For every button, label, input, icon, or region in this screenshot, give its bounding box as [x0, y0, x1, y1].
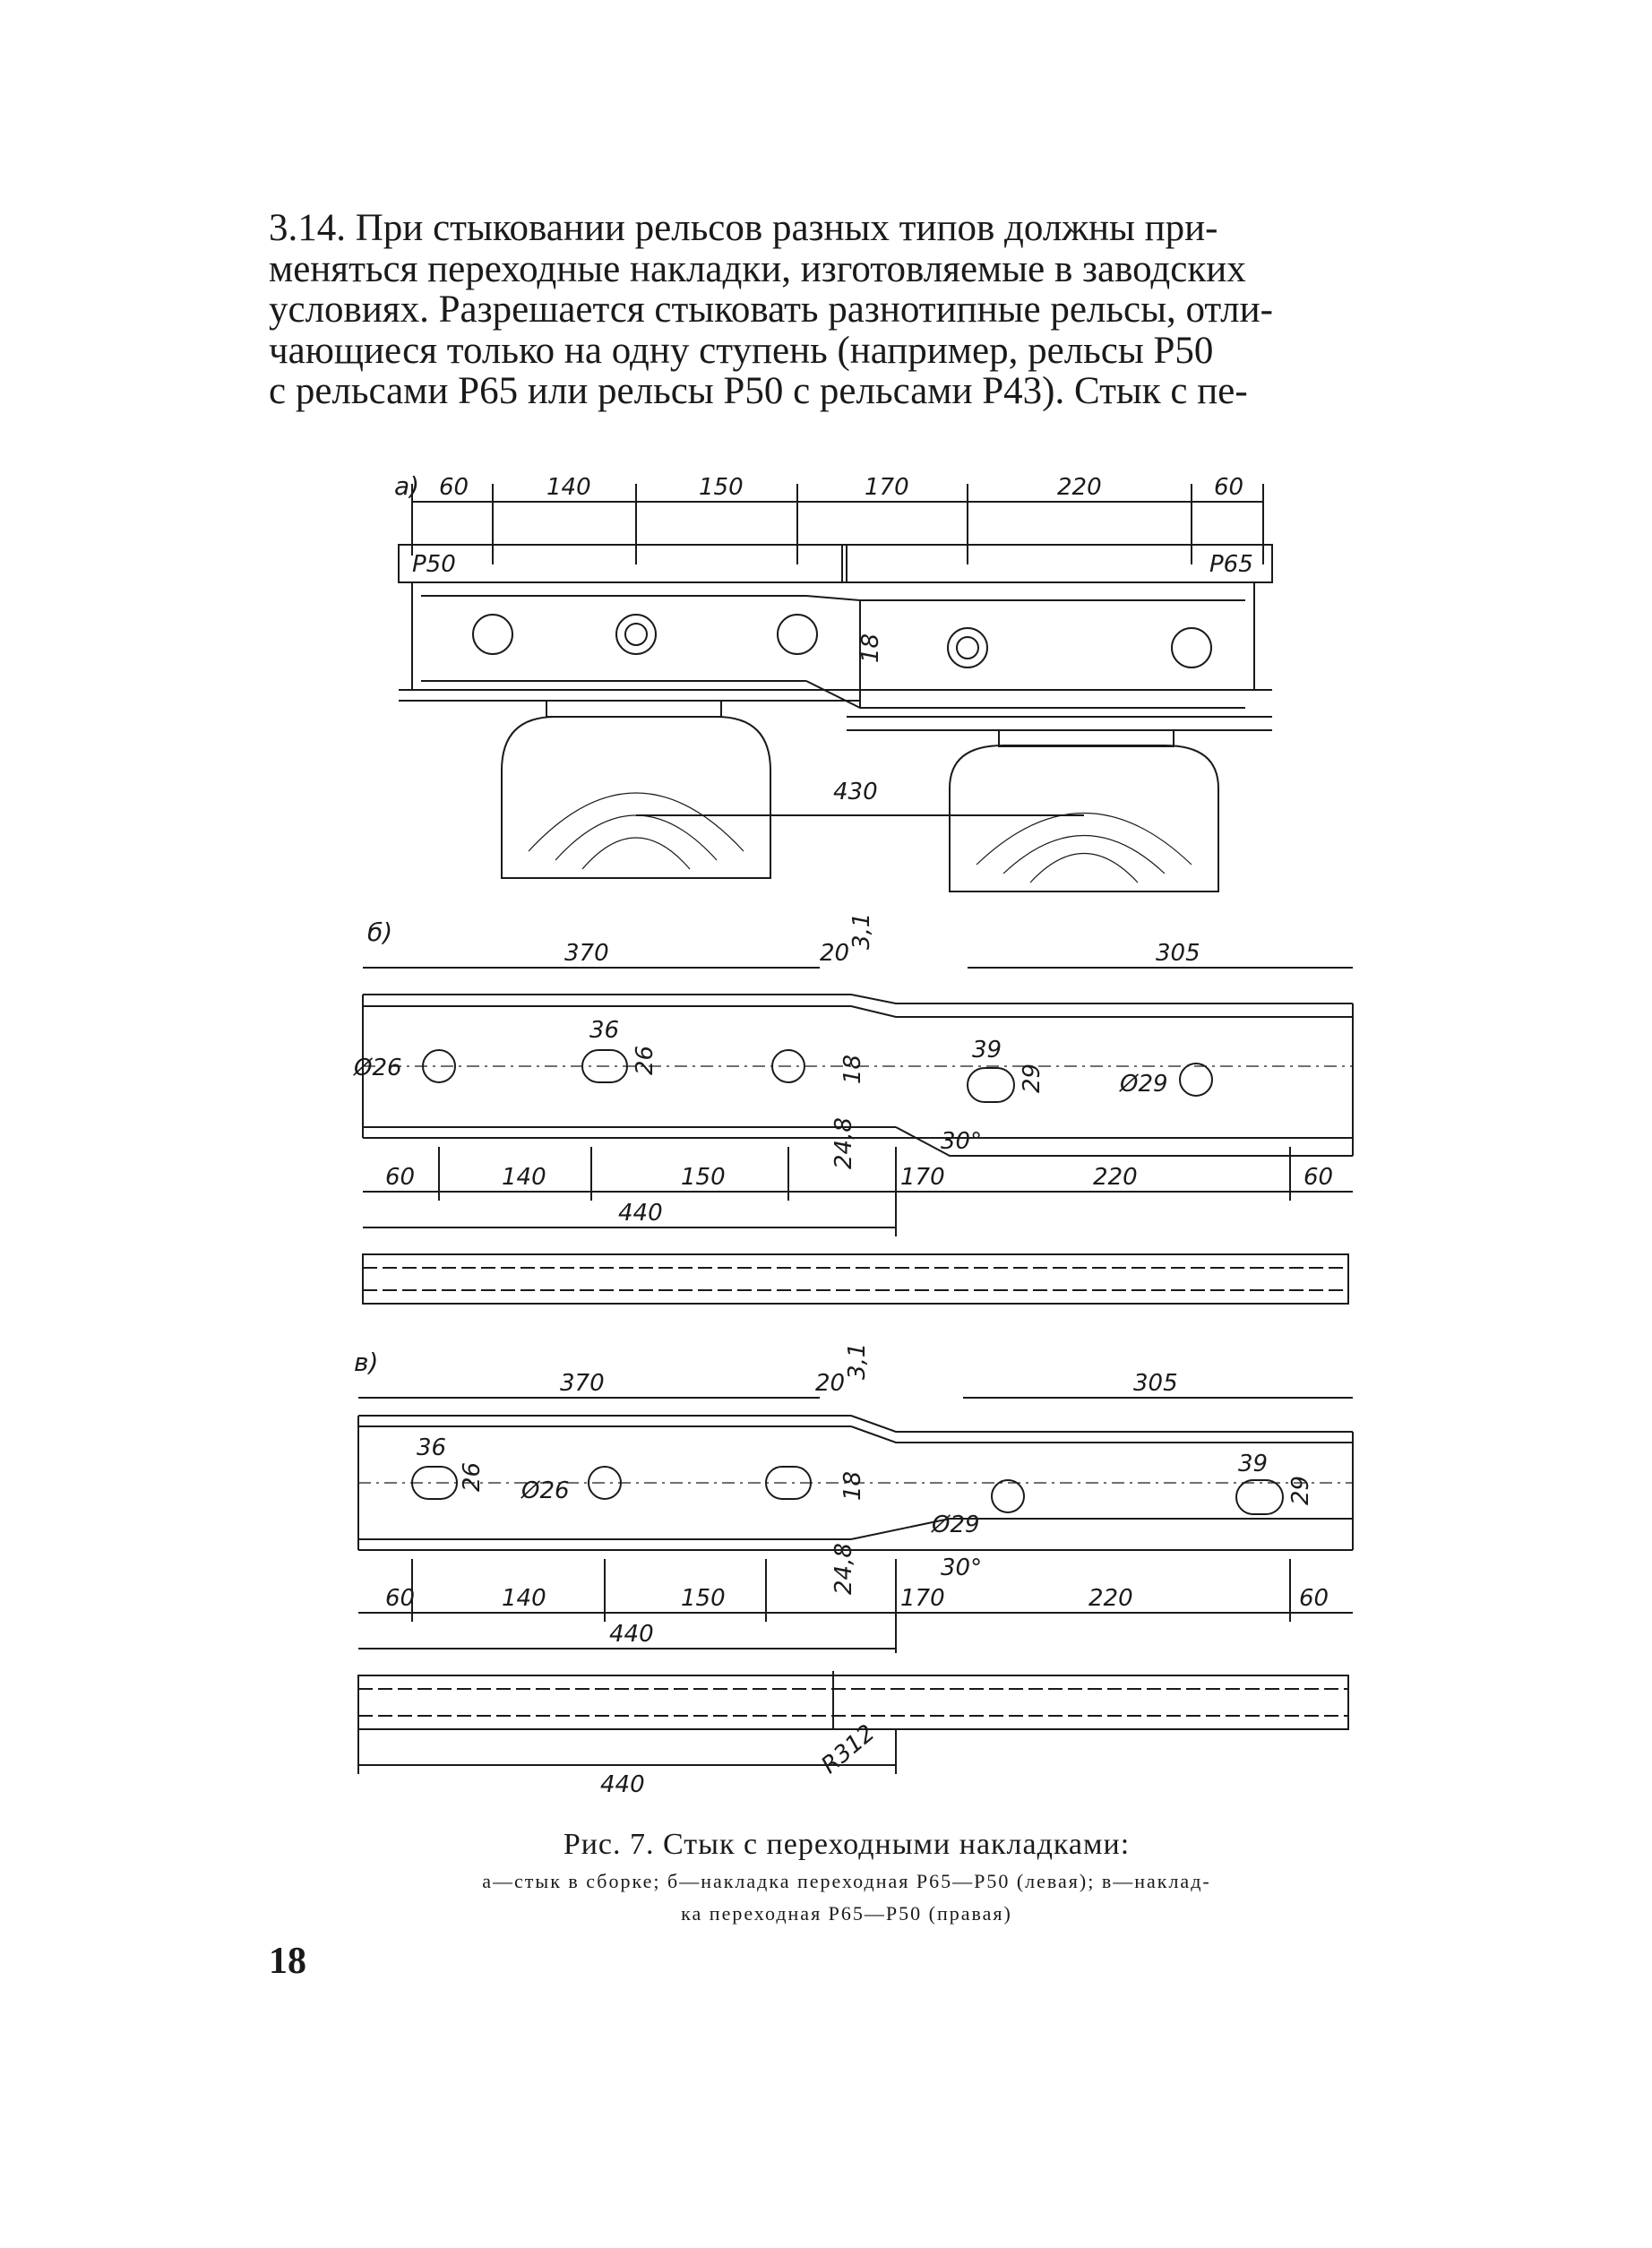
caption-line-1: а—стык в сборке; б—накладка переходная Р65—Р50 (левая); в—наклад-: [482, 1870, 1211, 1892]
dim-a-140: 140: [546, 474, 591, 501]
paragraph-line: с рельсами Р65 или рельсы Р50 с рельсами Р43). Стык с пе-: [269, 370, 1248, 412]
panel-c-label: в): [354, 1348, 379, 1377]
dim-b-440: 440: [618, 1200, 663, 1227]
panel-b: [353, 913, 1353, 1304]
paragraph-line: 3.14. При стыковании рельсов разных типов должны при-: [269, 207, 1218, 249]
dim-a-430: 430: [833, 779, 878, 805]
dim-b-170: 170: [900, 1164, 945, 1191]
dim-b-248: 24,8: [830, 1117, 857, 1169]
bolt-hole: [1172, 628, 1211, 668]
dim-b-305: 305: [1156, 940, 1200, 967]
dim-b-20: 20: [820, 940, 850, 967]
dim-b-39: 39: [972, 1037, 1002, 1064]
paragraph-line: чающиеся только на одну ступень (например, рельсы Р50: [269, 329, 1214, 372]
dim-c-140: 140: [502, 1585, 546, 1612]
caption-line-2: ка переходная Р65—Р50 (правая): [681, 1902, 1012, 1925]
bolt-with-nut: [616, 615, 656, 654]
dim-c-20: 20: [815, 1370, 846, 1397]
dim-c-angle: 30°: [941, 1555, 983, 1581]
dim-a-18: 18: [857, 633, 884, 663]
body-paragraph: [269, 208, 1424, 412]
dim-c-370: 370: [560, 1370, 605, 1397]
figure-caption: [269, 1828, 1424, 1926]
dim-c-18: 18: [839, 1470, 866, 1501]
tie-plate: [546, 701, 721, 717]
sleeper-right: [950, 745, 1218, 891]
dim-b-370: 370: [564, 940, 609, 967]
dim-b-140: 140: [502, 1164, 546, 1191]
dim-c-305: 305: [1133, 1370, 1178, 1397]
rail-r50-head: [399, 545, 847, 582]
dim-a-150: 150: [699, 474, 744, 501]
dim-c-170: 170: [900, 1585, 945, 1612]
dim-c-31: 3,1: [844, 1342, 871, 1380]
bolt-with-nut: [948, 628, 987, 668]
bolt-hole: [473, 615, 512, 654]
dim-c-150: 150: [681, 1585, 726, 1612]
dim-c-440: 440: [609, 1621, 654, 1648]
dim-b-31: 3,1: [848, 912, 875, 950]
panel-a: [394, 471, 1272, 891]
dim-c-29: 29: [1287, 1475, 1314, 1505]
panel-c: [354, 1343, 1353, 1798]
dim-a-60: 60: [439, 474, 469, 501]
dim-c-radius: R312: [816, 1719, 881, 1779]
dim-b-220: 220: [1093, 1164, 1138, 1191]
dim-c-39: 39: [1238, 1451, 1269, 1477]
dim-c-60: 60: [385, 1585, 416, 1612]
plan-view-b: [363, 1254, 1348, 1304]
page-number: 18: [269, 1941, 306, 1982]
tie-plate: [999, 730, 1174, 746]
dim-a-170: 170: [865, 474, 909, 501]
dim-c-440b: 440: [600, 1771, 645, 1798]
dim-b-29: 29: [1019, 1063, 1045, 1093]
panel-b-label: б): [367, 917, 393, 947]
dim-a-220: 220: [1057, 474, 1102, 501]
paragraph-line: условиях. Разрешается стыковать разнотипные рельсы, отли-: [269, 289, 1273, 331]
dim-b-d26: Ø26: [354, 1055, 402, 1081]
slot-hole: [968, 1068, 1014, 1102]
dim-c-36: 36: [417, 1434, 447, 1461]
dim-c-248: 24,8: [830, 1543, 857, 1595]
dim-c-220: 220: [1088, 1585, 1133, 1612]
dim-c-d29: Ø29: [932, 1512, 980, 1538]
dim-c-60b: 60: [1299, 1585, 1329, 1612]
dim-c-26: 26: [459, 1461, 486, 1492]
hole-d29: [1180, 1064, 1212, 1096]
panel-a-label: а): [394, 471, 420, 501]
sleeper-left: [502, 717, 770, 878]
hole-d29: [992, 1480, 1024, 1512]
plan-view-c: [358, 1675, 1348, 1729]
dim-b-18: 18: [839, 1054, 866, 1084]
dim-a-60b: 60: [1214, 474, 1244, 501]
figure-7-drawing: [323, 466, 1380, 1801]
paragraph-line: меняться переходные накладки, изготовляемые в заводских: [269, 247, 1246, 290]
dim-b-60b: 60: [1304, 1164, 1334, 1191]
rail-right-label: Р65: [1209, 551, 1253, 578]
dim-b-36: 36: [589, 1017, 620, 1044]
dim-b-150: 150: [681, 1164, 726, 1191]
rail-left-label: Р50: [412, 551, 456, 578]
dim-c-d26: Ø26: [521, 1477, 570, 1504]
slot-hole: [1236, 1480, 1283, 1514]
rail-r65-head: [842, 545, 1272, 582]
dim-b-d29: Ø29: [1120, 1071, 1168, 1098]
dim-b-60: 60: [385, 1164, 416, 1191]
bolt-hole: [778, 615, 817, 654]
dim-b-angle: 30°: [941, 1128, 983, 1155]
dim-b-26: 26: [632, 1045, 658, 1075]
caption-title: Рис. 7. Стык с переходными накладками:: [563, 1828, 1131, 1861]
